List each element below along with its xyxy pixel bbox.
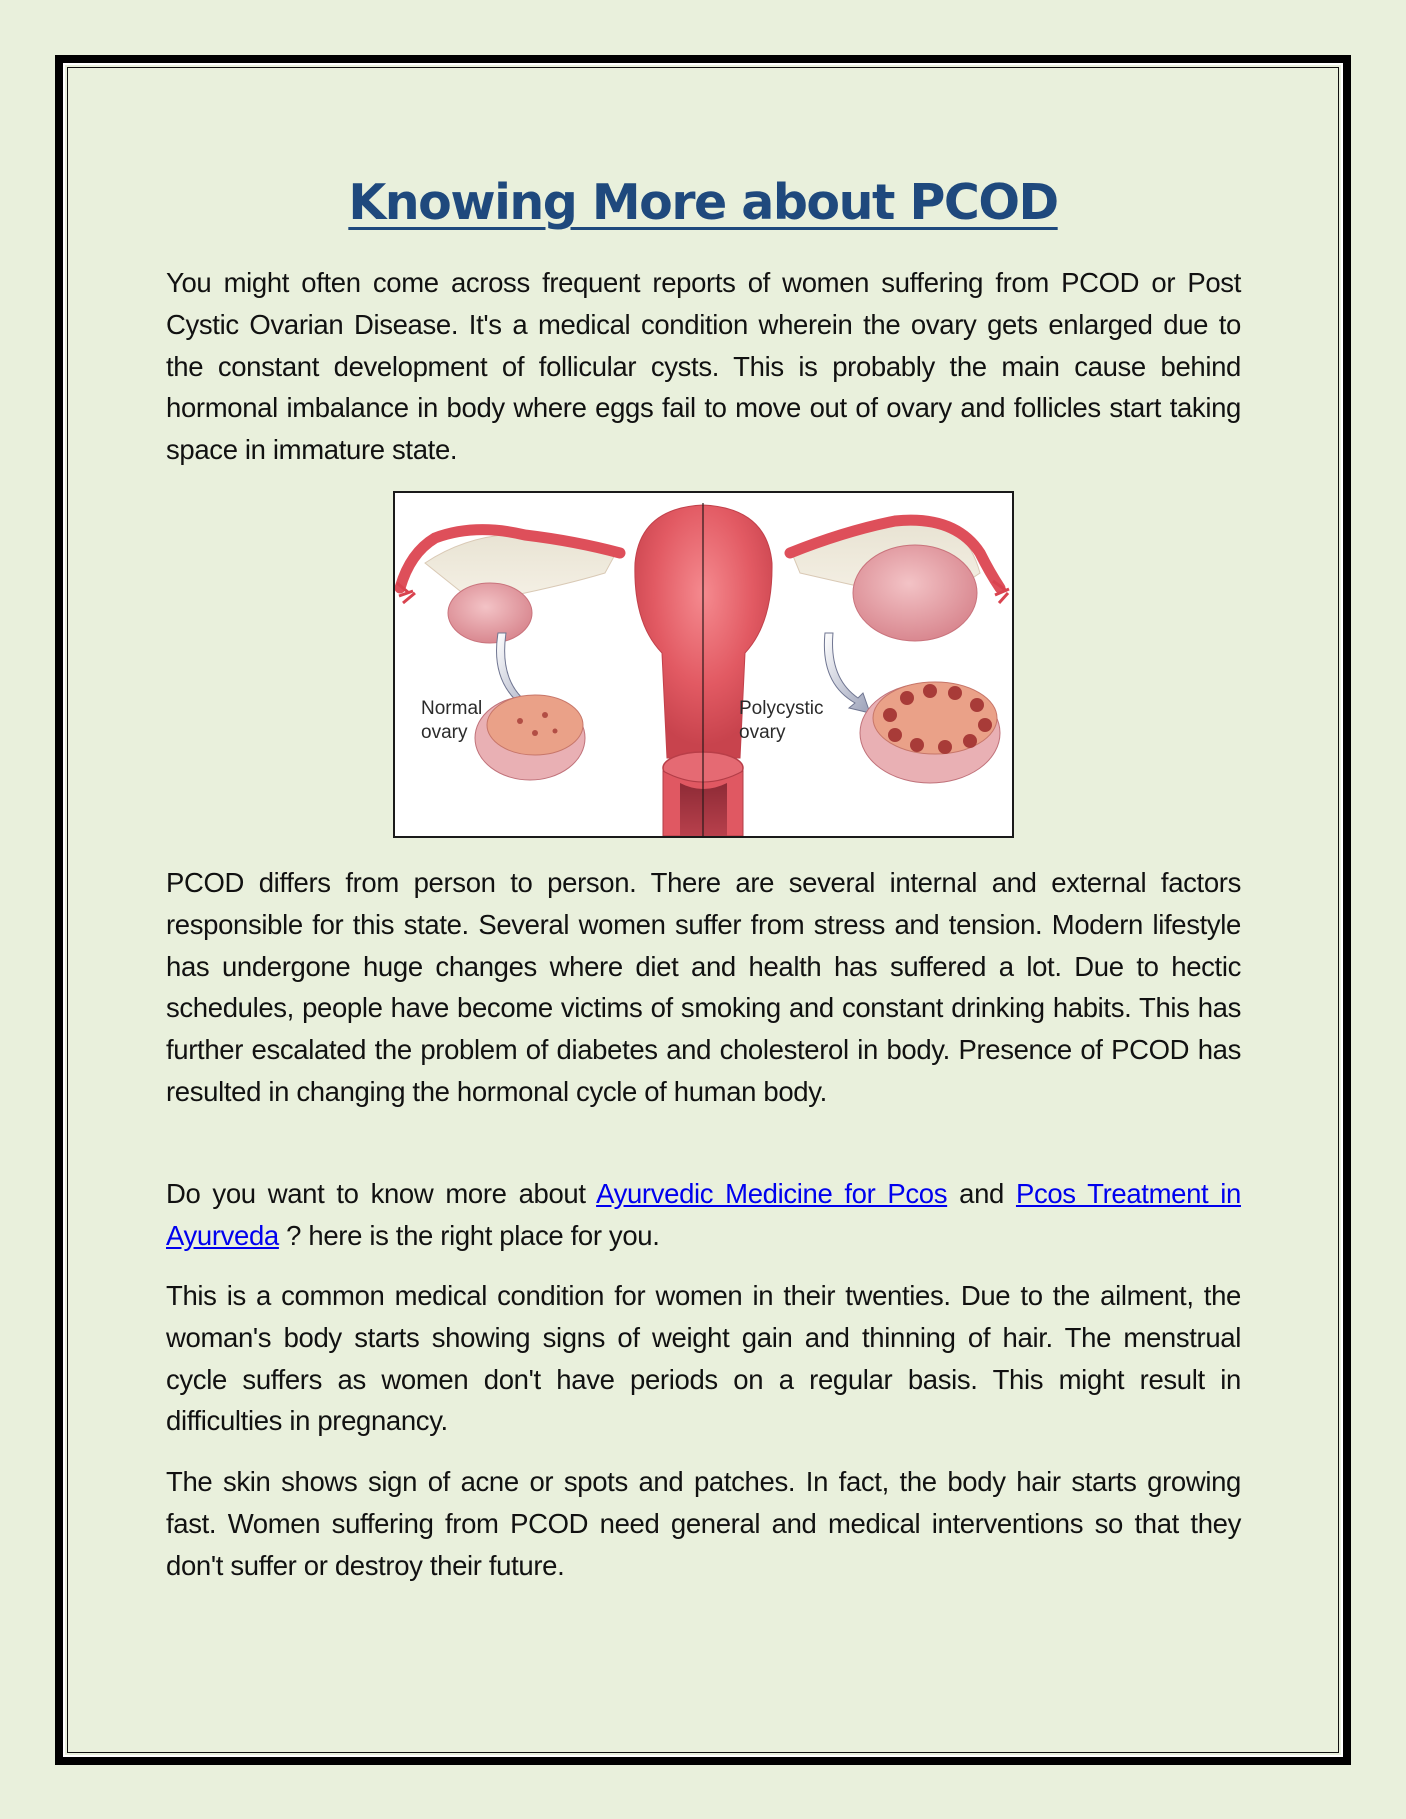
document-title-text: Knowing More about PCOD xyxy=(348,174,1058,231)
links-middle: and xyxy=(947,1178,1016,1209)
label-normal-ovary-line1: Normal xyxy=(421,698,483,719)
link-ayurvedic-medicine-for-pcos[interactable]: Ayurvedic Medicine for Pcos xyxy=(596,1178,948,1209)
links-prefix: Do you want to know more about xyxy=(166,1178,597,1209)
paragraph-intro: You might often come across frequent reports of women suffering from PCOD or Post Cystic Ovarian Disease. It's a medical condition wherein the ovary gets enlarged due to the constant development of follicular cysts. This is probably the main cause behind hormonal imbalance in body where eggs fail to move out of ovary and follicles start taking space in immature state. xyxy=(166,267,1241,466)
document-title xyxy=(0,168,1406,238)
paragraph-links xyxy=(166,1173,1241,1257)
label-polycystic-ovary-line2: ovary xyxy=(739,722,786,743)
link-pcos-treatment-in-ayurveda[interactable]: Pcos Treatment in Ayurveda xyxy=(166,1178,1241,1251)
links-suffix: ? here is the right place for you. xyxy=(278,1219,660,1251)
ovary-illustration xyxy=(393,491,1014,838)
paragraph-causes: PCOD differs from person to person. There are several internal and external factors responsible for this state. Several women suffer from stress and tension. Modern lifestyle has undergone huge changes where diet and health has suffered a lot. Due to hectic schedules, people have become victims of smoking and constant drinking habits. This has further escalated the problem of diabetes and cholesterol in body. Presence of PCOD has resulted in changing the hormonal cycle of human body. xyxy=(166,867,1241,1107)
label-polycystic-ovary-line1: Polycystic xyxy=(739,698,824,719)
label-normal-ovary-line2: ovary xyxy=(421,722,468,743)
paragraph-symptoms: This is a common medical condition for women in their twenties. Due to the ailment, the woman's body starts showing signs of weight gain and thinning of hair. The menstrual cycle suffers as women don't have periods on a regular basis. This might result in difficulties in pregnancy. xyxy=(166,1280,1241,1437)
paragraph-skin: The skin shows sign of acne or spots and patches. In fact, the body hair starts growing fast. Women suffering from PCOD need general and medical interventions so that they don't suffer or destroy their future. xyxy=(166,1466,1241,1581)
uterus-ovaries-diagram xyxy=(395,493,1012,836)
